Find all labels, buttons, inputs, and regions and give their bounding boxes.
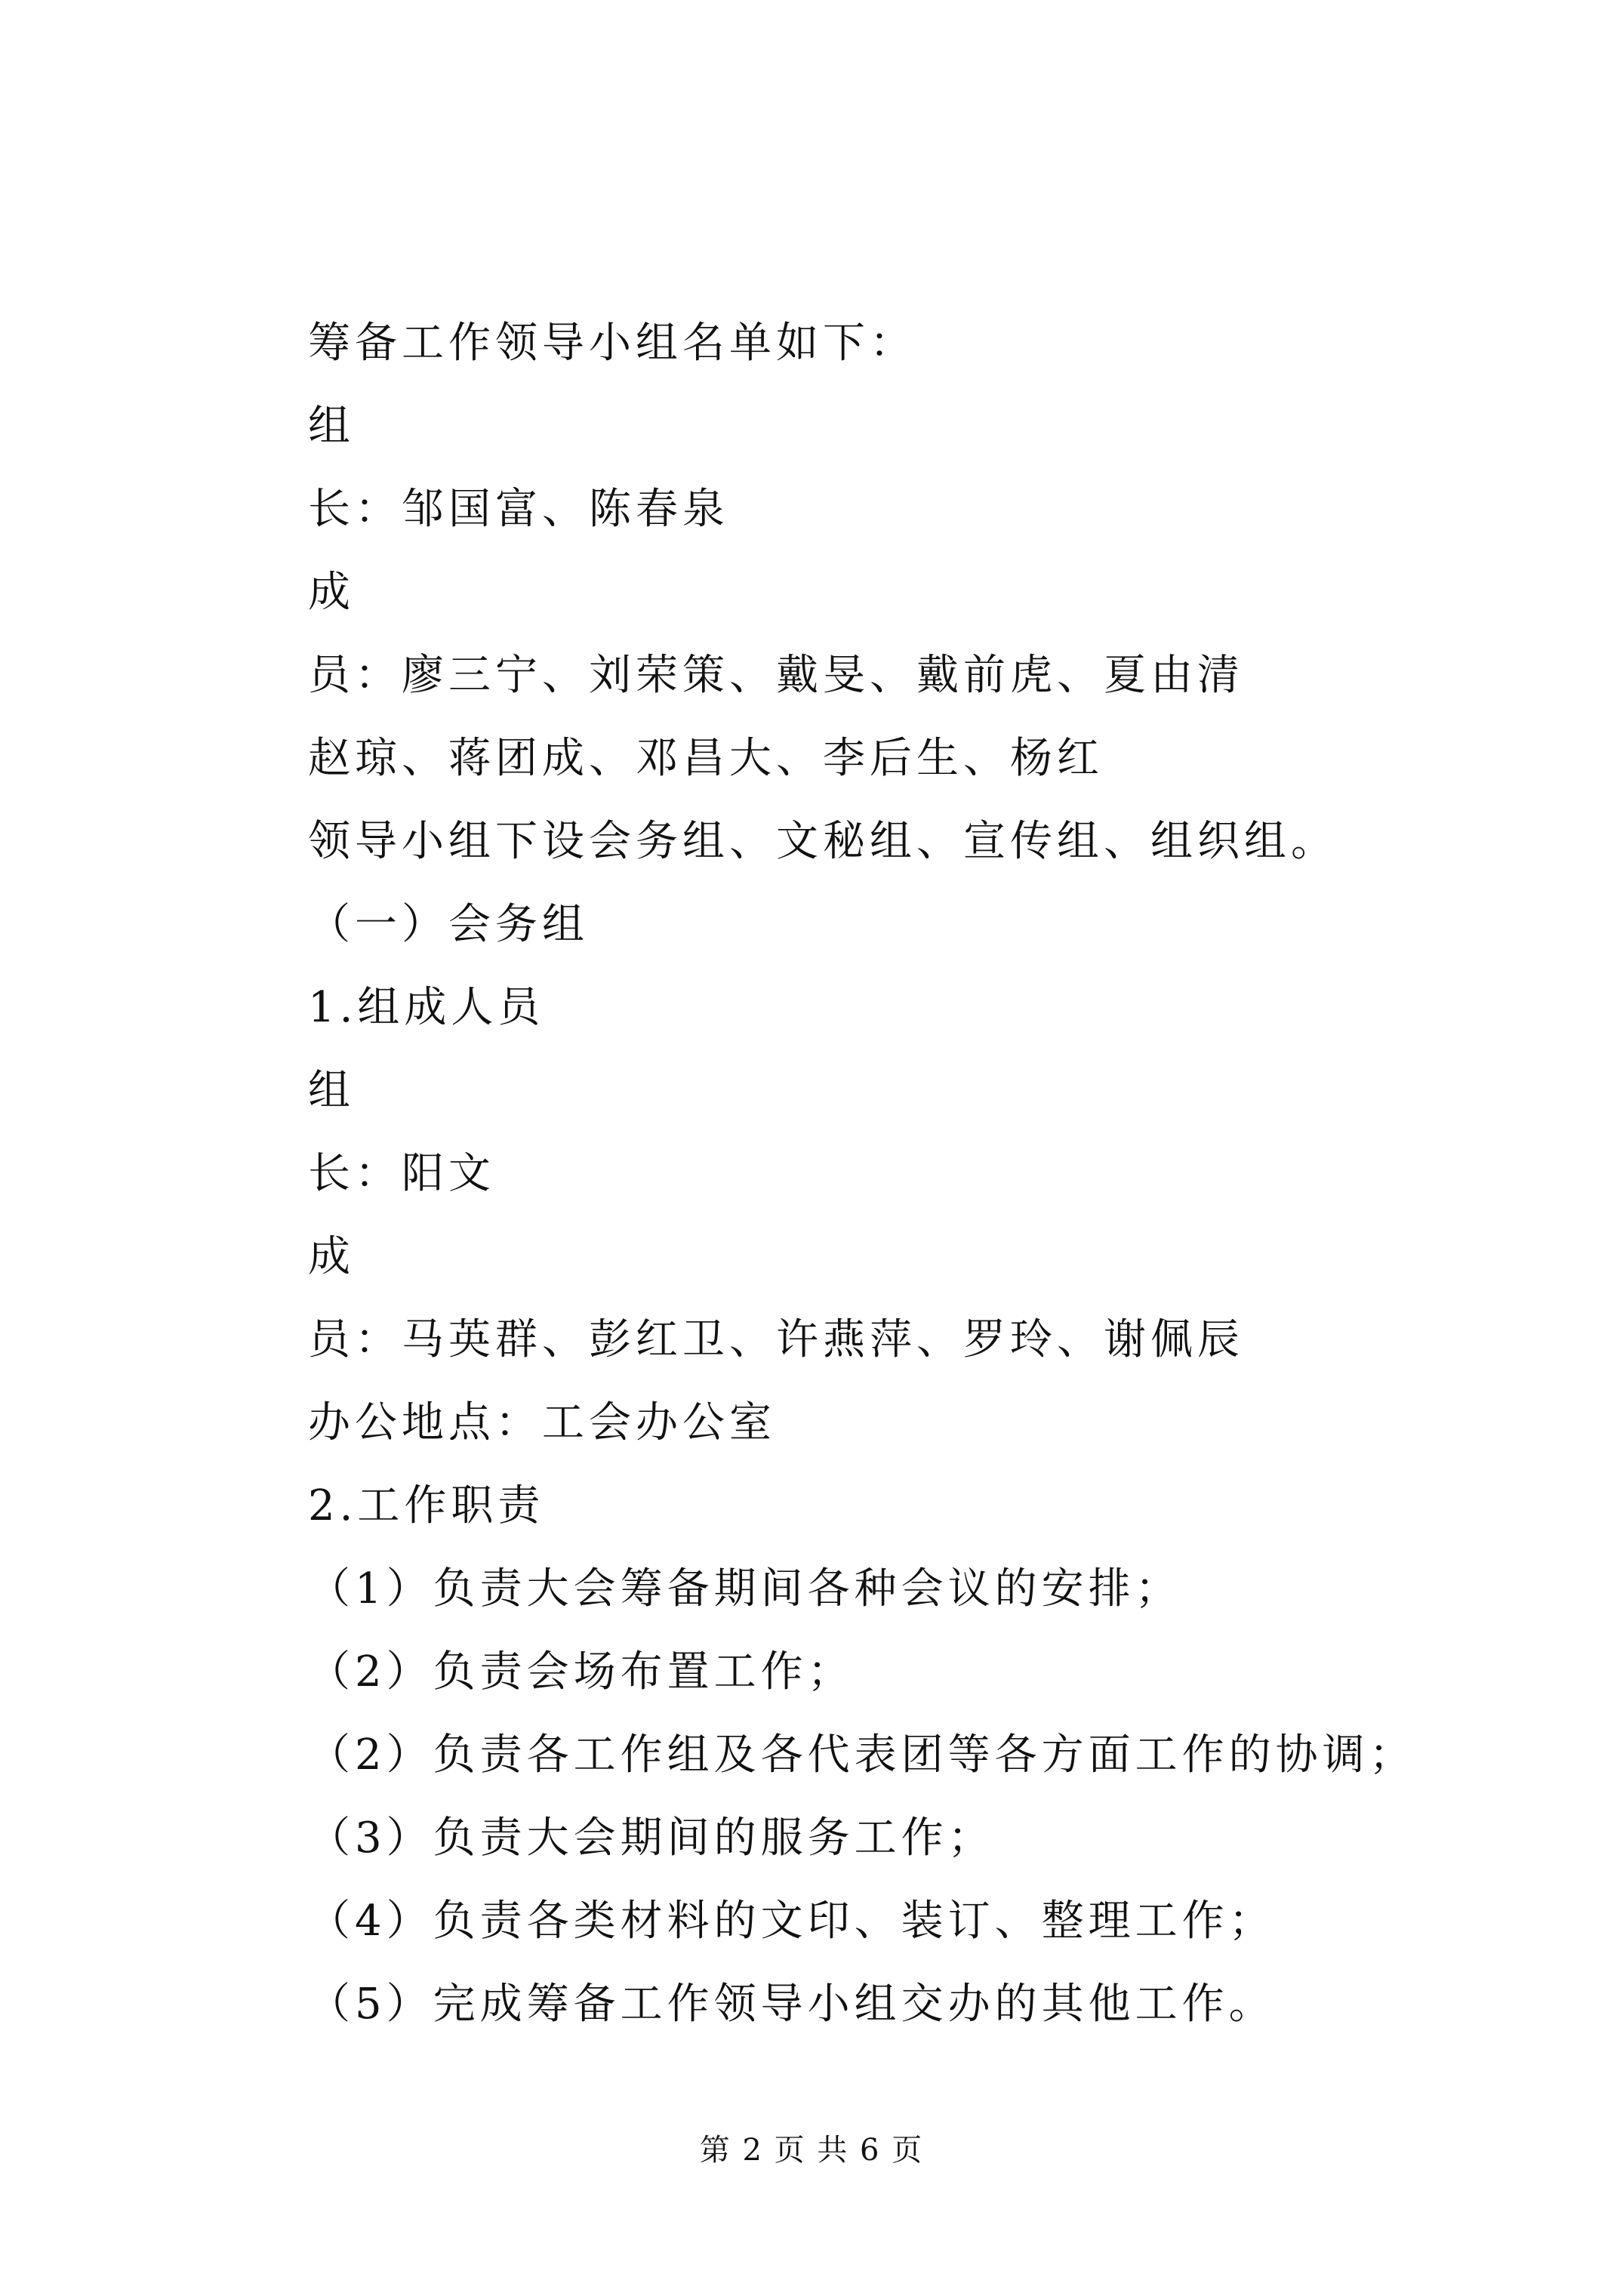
text-line: 领导小组下设会务组、文秘组、宣传组、组织组。 — [308, 817, 1338, 866]
text-line: 成 — [308, 1232, 355, 1281]
document-body — [308, 302, 1416, 2046]
section-heading: （一）会务组 — [308, 900, 589, 949]
list-item: （2）负责会场布置工作； — [308, 1647, 855, 1697]
text-line: 赵琼、蒋团成、邓昌大、李后生、杨红 — [308, 734, 1104, 783]
text-line: 长：阳文 — [308, 1149, 495, 1198]
text-line: 长：邹国富、陈春泉 — [308, 485, 729, 534]
text-line: 成 — [308, 568, 355, 617]
text-line: 筹备工作领导小组名单如下： — [308, 319, 916, 368]
text-line: 员：马英群、彭红卫、许燕萍、罗玲、谢佩辰 — [308, 1315, 1244, 1364]
list-item: （2）负责各工作组及各代表团等各方面工作的协调； — [308, 1730, 1416, 1780]
list-item: （5）完成筹备工作领导小组交办的其他工作。 — [308, 1980, 1276, 2029]
text-line: 办公地点：工会办公室 — [308, 1398, 776, 1447]
list-item: （4）负责各类材料的文印、装订、整理工作； — [308, 1897, 1276, 1946]
list-item: （1）负责大会筹备期间各种会议的安排； — [308, 1564, 1182, 1613]
subsection-heading: 1.组成人员 — [308, 983, 545, 1032]
list-item: （3）负责大会期间的服务工作； — [308, 1814, 995, 1863]
subsection-heading: 2.工作职责 — [308, 1481, 545, 1530]
page-footer: 第 2 页 共 6 页 — [699, 2133, 924, 2168]
text-line: 组 — [308, 1066, 355, 1115]
text-line: 员：廖三宁、刘荣策、戴旻、戴前虎、夏由清 — [308, 651, 1244, 700]
text-line: 组 — [308, 402, 355, 451]
